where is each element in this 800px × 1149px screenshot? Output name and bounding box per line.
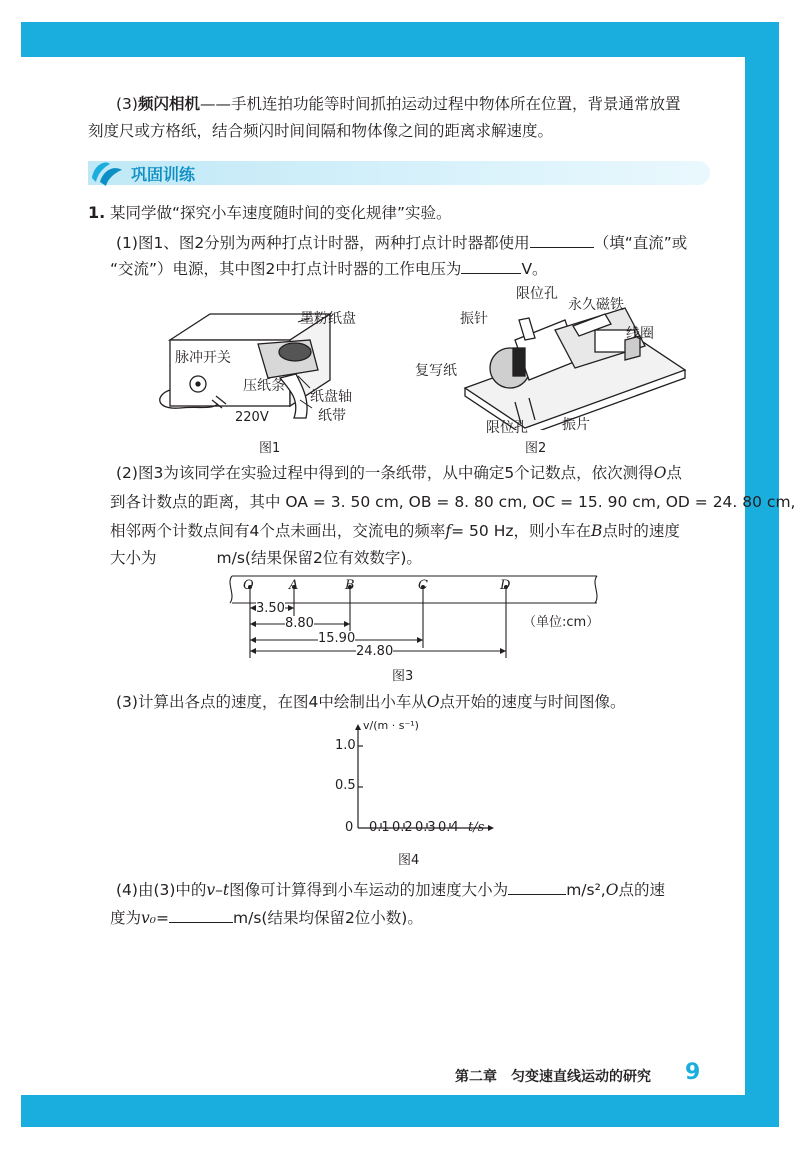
footer-chapter: 第二章 匀变速直线运动的研究	[455, 1069, 651, 1085]
fig3-point-o: O	[243, 578, 254, 593]
fig1-label-pulse-switch: 脉冲开关	[175, 350, 231, 366]
q4-line-2: 度为v₀= m/s(结果均保留2位小数)。	[110, 909, 423, 927]
q2-line-2: 到各计数点的距离，其中 OA = 3. 50 cm, OB = 8. 80 cm, OC = 15. 90 cm, OD = 24. 80 cm,	[110, 493, 796, 511]
intro-line-1: (3)频闪相机——手机连拍功能等时间抓拍运动过程中物体所在位置，背景通常放置	[116, 95, 681, 113]
fig2-label-carbon-paper: 复写纸	[415, 363, 457, 379]
fig3-unit: （单位:cm）	[523, 615, 600, 630]
q3-line: (3)计算出各点的速度，在图4中绘制出小车从O点开始的速度与时间图像。	[116, 693, 626, 711]
q1-blank-2	[461, 258, 521, 274]
fig4-xtick-04: 0.4	[438, 820, 459, 835]
fig1-label-press-strip: 压纸条	[243, 378, 285, 394]
q2-line-4: 大小为 m/s(结果保留2位有效数字)。	[110, 549, 422, 567]
q1-line-1: (1)图1、图2分别为两种打点计时器，两种打点计时器都使用 （填“直流”或	[116, 234, 688, 252]
q2-line-3: 相邻两个计数点间有4个点未画出，交流电的频率f= 50 Hz，则小车在B点时的速度	[110, 522, 680, 540]
fig1-label-disk-axis: 纸盘轴	[310, 389, 352, 405]
section-title: 巩固训练	[131, 165, 196, 184]
fig4-xtick-02: 0.2	[392, 820, 413, 835]
problem-number: 1.	[88, 203, 106, 222]
top-band	[21, 22, 779, 57]
fig4-ytick-05: 0.5	[335, 778, 356, 793]
fig2-label-coil: 线圈	[626, 326, 654, 342]
problem-stem: 某同学做“探究小车速度随时间的变化规律”实验。	[110, 204, 452, 222]
page-number: 9	[685, 1060, 701, 1085]
fig2-label-vibrator: 振片	[562, 417, 590, 433]
q1-blank-1	[530, 232, 594, 248]
fig4-xtick-01: 0.1	[369, 820, 390, 835]
figure-4-axes	[350, 722, 500, 834]
fig1-label-ink-disk: 墨粉纸盘	[300, 311, 356, 327]
fig3-distance-oc: 15.90	[318, 631, 356, 646]
fig4-caption: 图4	[398, 853, 420, 868]
fig4-origin: 0	[345, 820, 354, 835]
bottom-band	[21, 1095, 779, 1127]
fig2-label-magnet: 永久磁铁	[568, 297, 624, 313]
fig4-ytick-1: 1.0	[335, 738, 356, 753]
fig1-label-tape: 纸带	[318, 408, 346, 424]
fig3-point-d: D	[500, 578, 511, 593]
fig3-distance-od: 24.80	[356, 644, 394, 659]
q2-line-1: (2)图3为该同学在实验过程中得到的一条纸带，从中确定5个记数点，依次测得O点	[116, 464, 682, 482]
intro-line-2: 刻度尺或方格纸，结合频闪时间间隔和物体像之间的距离求解速度。	[88, 122, 554, 140]
right-band	[745, 22, 779, 1127]
fig3-caption: 图3	[392, 669, 414, 684]
fig2-label-limit-hole-bottom: 限位孔	[486, 420, 528, 436]
figure-2-timer	[455, 300, 695, 430]
q1-line-2: “交流”）电源，其中图2中打点计时器的工作电压为 V。	[110, 260, 548, 278]
fig4-xlabel: t/s	[468, 820, 485, 835]
fig1-caption: 图1	[259, 441, 281, 456]
q4-line-1: (4)由(3)中的v–t图像可计算得到小车运动的加速度大小为 m/s²,O点的速	[116, 881, 665, 899]
leaf-icon	[88, 156, 126, 188]
fig2-caption: 图2	[525, 441, 547, 456]
fig1-label-voltage: 220V	[235, 410, 269, 425]
fig2-label-needle: 振针	[460, 311, 488, 327]
fig3-point-c: C	[418, 578, 428, 593]
fig4-xtick-03: 0.3	[415, 820, 436, 835]
fig4-ylabel: v/(m · s⁻¹)	[363, 719, 419, 732]
q4-blank-1	[508, 879, 566, 895]
fig2-label-limit-hole-top: 限位孔	[516, 286, 558, 302]
fig3-point-b: B	[345, 578, 355, 593]
fig3-distance-oa: 3.50	[256, 601, 285, 616]
q2-blank	[157, 548, 217, 563]
fig3-distance-ob: 8.80	[285, 616, 314, 631]
fig3-point-a: A	[289, 578, 299, 593]
q4-blank-2	[169, 907, 233, 923]
